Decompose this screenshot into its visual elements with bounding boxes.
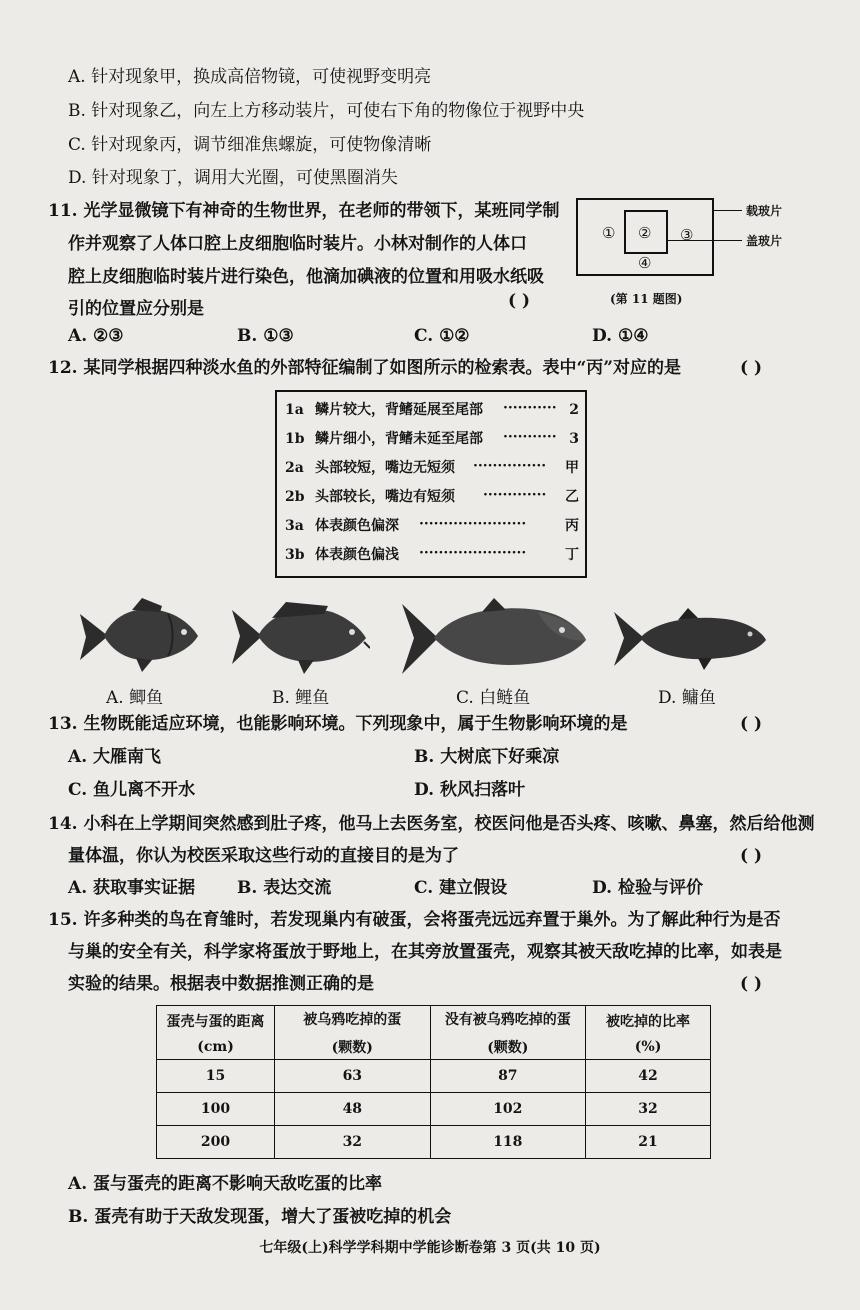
- key-row: 3b 体表颜色偏浅 ······················ 丁: [285, 545, 579, 563]
- q14-option-b: B. 表达交流: [237, 878, 332, 898]
- table-row: [157, 1093, 711, 1126]
- q13-option-b: B. 大树底下好乘凉: [414, 747, 560, 767]
- q11-option-a: A. ②③: [68, 326, 124, 346]
- q10-option-b: B. 针对现象乙，向左上方移动装片，可使右下角的物像位于视野中央: [68, 101, 585, 121]
- position-4: ④: [638, 254, 652, 272]
- table-cell: 32: [275, 1126, 430, 1159]
- table-cell: 87: [430, 1060, 586, 1093]
- key-result: 2: [569, 402, 579, 418]
- key-text: 头部较长，嘴边有短须: [315, 489, 455, 505]
- table-row: [157, 1060, 711, 1093]
- egg-experiment-table: [156, 1005, 711, 1159]
- q15-stem-line-2: 与巢的安全有关，科学家将蛋放于野地上，在其旁放置蛋壳，观察其被天敌吃掉的比率，如表是: [68, 942, 782, 962]
- q10-option-a: A. 针对现象甲，换成高倍物镜，可使视野变明亮: [68, 67, 432, 87]
- table-row: [157, 1126, 711, 1159]
- position-2: ②: [638, 224, 652, 242]
- key-text: 头部较短，嘴边无短须: [315, 460, 455, 476]
- table-cell: 100: [157, 1093, 275, 1126]
- q14-option-a: A. 获取事实证据: [68, 878, 196, 898]
- key-code: 3b: [285, 547, 305, 563]
- q11-option-b: B. ①③: [237, 326, 294, 346]
- q13-option-c: C. 鱼儿离不开水: [68, 780, 196, 800]
- q14-answer-paren[interactable]: ( ): [740, 846, 763, 866]
- q12-answer-paren[interactable]: ( ): [740, 358, 763, 378]
- key-text: 体表颜色偏深: [315, 518, 399, 534]
- table-header-row: [157, 1006, 711, 1060]
- q15-option-b: B. 蛋壳有助于天敌发现蛋，增大了蛋被吃掉的机会: [68, 1207, 452, 1227]
- table-cell: 118: [430, 1126, 586, 1159]
- fish-label-c: C. 白鲢鱼: [456, 688, 531, 708]
- key-text: 体表颜色偏浅: [315, 547, 399, 563]
- q14-option-c: C. 建立假设: [414, 878, 508, 898]
- slide-pointer-line: [714, 210, 742, 211]
- q11-figure: [576, 198, 794, 310]
- fish-label-b: B. 鲤鱼: [272, 688, 330, 708]
- fish-label-a: A. 鲫鱼: [106, 688, 164, 708]
- q11-option-c: C. ①②: [414, 326, 470, 346]
- key-row: 1a 鳞片较大，背鳍延展至尾部 ··········· 2: [285, 400, 579, 418]
- table-cell: 200: [157, 1126, 275, 1159]
- q15-answer-paren[interactable]: ( ): [740, 974, 763, 994]
- q14-stem-line-1: 14. 小科在上学期间突然感到肚子疼，他马上去医务室，校医问他是否头疼、咳嗽、鼻塞，然后给他测: [48, 814, 815, 834]
- q11-stem-line-1: 11. 光学显微镜下有神奇的生物世界，在老师的带领下，某班同学制: [48, 201, 560, 221]
- q15-stem-line-1: 15. 许多种类的鸟在育雏时，若发现巢内有破蛋，会将蛋壳远远弃置于巢外。为了解此种行为是否: [48, 910, 781, 930]
- q13-option-a: A. 大雁南飞: [68, 747, 162, 767]
- q13-option-d: D. 秋风扫落叶: [414, 780, 525, 800]
- key-text: 鳞片细小，背鳍未延至尾部: [315, 431, 483, 447]
- q10-option-d: D. 针对现象丁，调用大光圈，可使黑圈消失: [68, 168, 398, 188]
- q13-stem: 13. 生物既能适应环境，也能影响环境。下列现象中，属于生物影响环境的是: [48, 714, 628, 734]
- key-result: 乙: [565, 489, 579, 505]
- q11-option-d: D. ①④: [592, 326, 649, 346]
- table-cell: 15: [157, 1060, 275, 1093]
- cover-label: 盖玻片: [746, 234, 783, 248]
- key-row: 3a 体表颜色偏深 ······················ 丙: [285, 516, 579, 534]
- fish-label-d: D. 鳙鱼: [658, 688, 716, 708]
- key-row: 1b 鳞片细小，背鳍未延至尾部 ··········· 3: [285, 429, 579, 447]
- key-code: 2b: [285, 489, 305, 505]
- key-code: 1b: [285, 431, 305, 447]
- key-row: 2b 头部较长，嘴边有短须 ············· 乙: [285, 487, 579, 505]
- table-cell: 42: [586, 1060, 711, 1093]
- table-cell: 102: [430, 1093, 586, 1126]
- q11-stem-line-3: 腔上皮细胞临时装片进行染色，他滴加碘液的位置和用吸水纸吸: [68, 267, 544, 287]
- key-code: 1a: [285, 402, 304, 418]
- crucian-carp-image: [76, 598, 202, 676]
- bighead-carp-image: [612, 604, 768, 674]
- q12-stem: 12. 某同学根据四种淡水鱼的外部特征编制了如图所示的检索表。表中“丙”对应的是: [48, 358, 682, 378]
- table-cell: 63: [275, 1060, 430, 1093]
- key-result: 3: [569, 431, 579, 447]
- key-row: 2a 头部较短，嘴边无短须 ··············· 甲: [285, 458, 579, 476]
- figure-11-caption: (第 11 题图): [610, 292, 683, 306]
- q14-option-d: D. 检验与评价: [592, 878, 703, 898]
- common-carp-image: [228, 596, 370, 678]
- slide-label: 载玻片: [746, 204, 783, 218]
- table-header-cell: 被吃掉的比率 (%): [586, 1006, 711, 1060]
- page-footer: 七年级(上)科学学科期中学能诊断卷第 3 页(共 10 页): [259, 1240, 601, 1256]
- key-code: 3a: [285, 518, 304, 534]
- q11-stem-line-4: 引的位置应分别是: [68, 299, 204, 319]
- key-text: 鳞片较大，背鳍延展至尾部: [315, 402, 483, 418]
- table-cell: 48: [275, 1093, 430, 1126]
- silver-carp-image: [398, 596, 590, 680]
- table-header-cell: 没有被乌鸦吃掉的蛋 (颗数): [430, 1006, 586, 1060]
- key-result: 甲: [565, 460, 579, 476]
- table-cell: 32: [586, 1093, 711, 1126]
- q13-answer-paren[interactable]: ( ): [740, 714, 763, 734]
- position-1: ①: [602, 224, 616, 242]
- q10-option-c: C. 针对现象丙，调节细准焦螺旋，可使物像清晰: [68, 135, 432, 155]
- table-header-cell: 被乌鸦吃掉的蛋 (颗数): [275, 1006, 430, 1060]
- q11-stem-line-2: 作并观察了人体口腔上皮细胞临时装片。小林对制作的人体口: [68, 234, 527, 254]
- position-3: ③: [680, 226, 694, 244]
- q15-option-a: A. 蛋与蛋壳的距离不影响天敌吃蛋的比率: [68, 1174, 383, 1194]
- key-result: 丁: [565, 547, 579, 563]
- q15-stem-line-3: 实验的结果。根据表中数据推测正确的是: [68, 974, 374, 994]
- cover-pointer-line: [668, 240, 742, 241]
- table-cell: 21: [586, 1126, 711, 1159]
- key-code: 2a: [285, 460, 304, 476]
- dichotomous-key: [275, 390, 587, 578]
- table-header-cell: 蛋壳与蛋的距离 (cm): [157, 1006, 275, 1060]
- q14-stem-line-2: 量体温，你认为校医采取这些行动的直接目的是为了: [68, 846, 459, 866]
- q11-answer-paren[interactable]: ( ): [508, 291, 531, 311]
- key-result: 丙: [565, 518, 579, 534]
